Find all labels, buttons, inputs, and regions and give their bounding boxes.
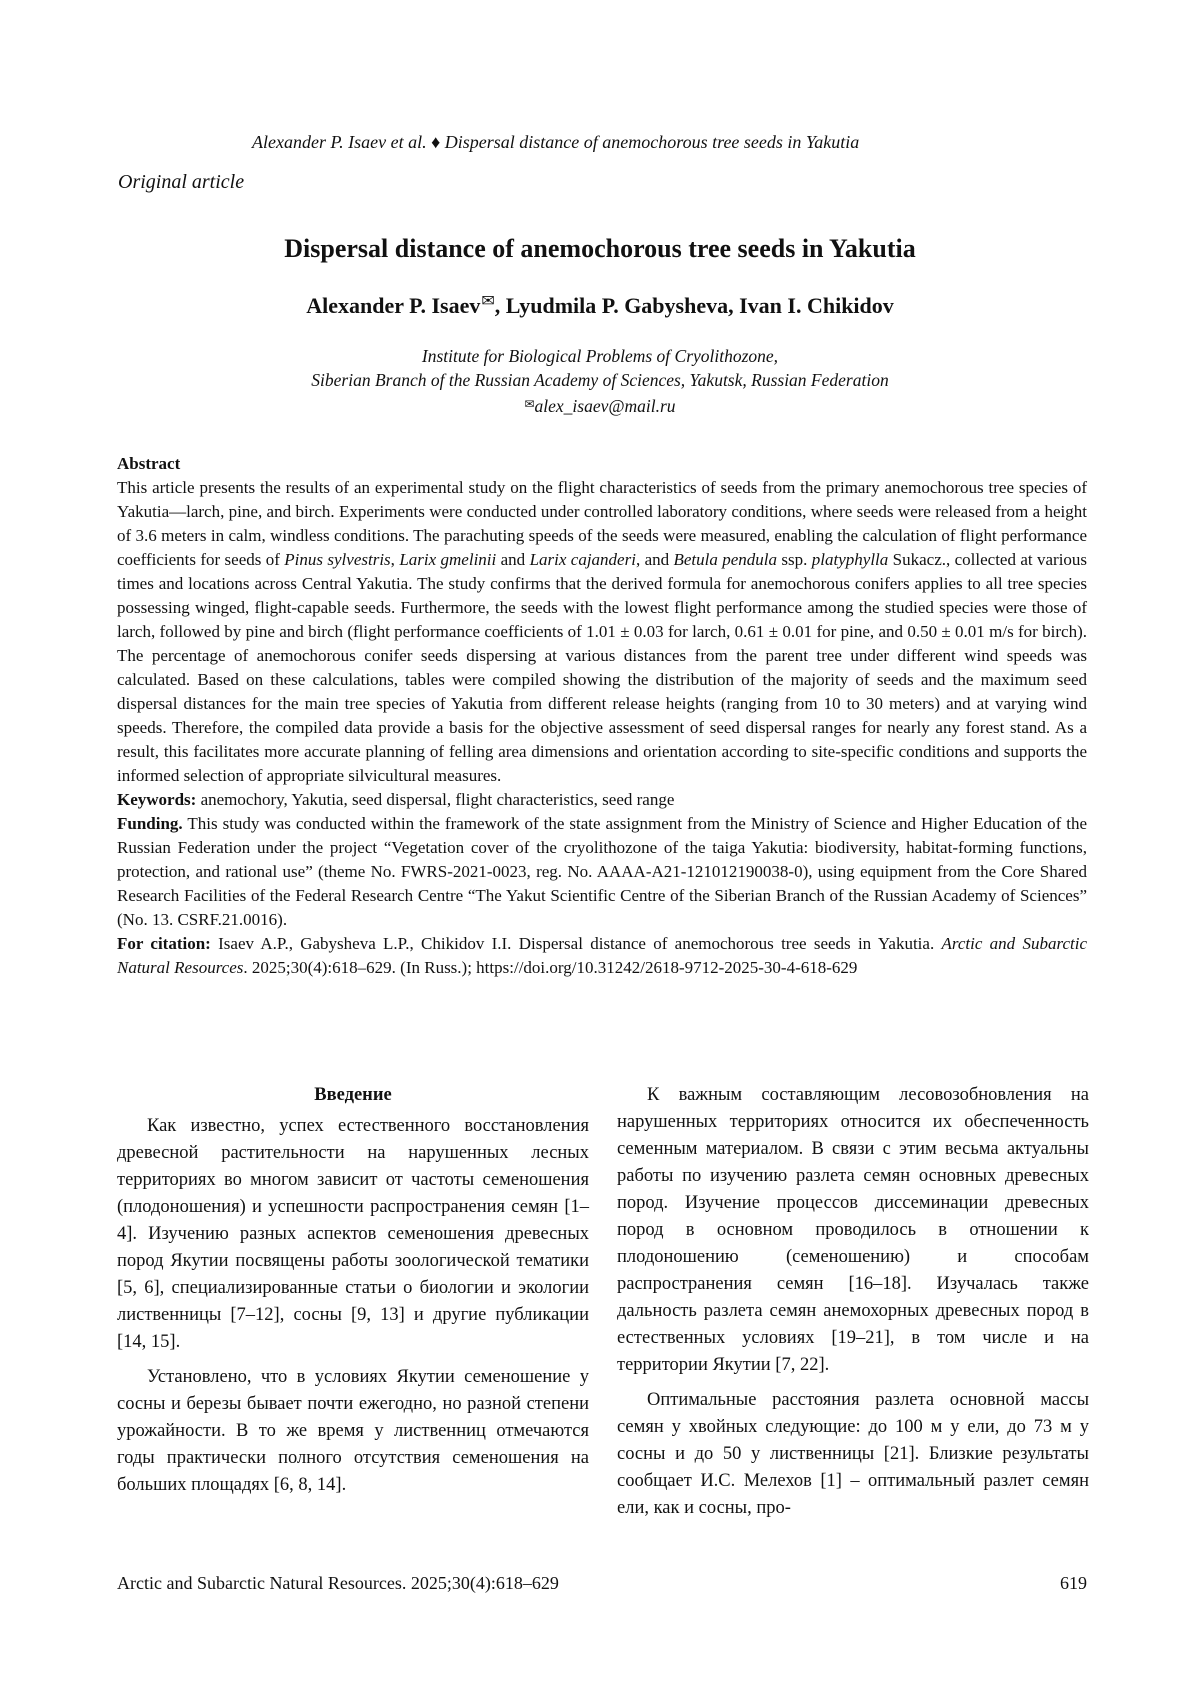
envelope-icon: ✉ xyxy=(524,397,535,411)
section-heading: Введение xyxy=(314,1085,392,1105)
footer-journal: Arctic and Subarctic Natural Resources. 2025;30(4):618–629 xyxy=(117,1573,559,1593)
envelope-icon: ✉ xyxy=(481,293,495,310)
doi-link[interactable]: . 2025;30(4):618–629. (In Russ.); https://doi.org/10.31242/2618-9712-2025-30-4-618-629 xyxy=(243,958,858,977)
abstract-block xyxy=(117,452,1087,980)
body-paragraph: К важным составляющим лесовозобновления на нарушенных территориях относится их обеспеченность семенным материалом. В связи с этим весьма актуальны работы по изучению разлета семян основных древесных пород. Изучение процессов диссеминации древесных пород в основном проводилось в отношении к плодоношению (семеношению) и способам распространения семян [16–18]. Изучалась также дальность разлета семян анемохорных древесных пород в естественных условиях [19–21], в том числе и на территории Якутии [7, 22]. xyxy=(617,1085,1089,1375)
article-title: Dispersal distance of anemochorous tree seeds in Yakutia xyxy=(284,234,916,263)
body-paragraph: Установлено, что в условиях Якутии семеношение у сосны и березы бывает почти ежегодно, но разной степени урожайности. В то же время у лиственниц отмечаются годы практически полного отсутствия семеношения на больших площадях [6, 8, 14]. xyxy=(117,1367,589,1495)
corresponding-email xyxy=(0,392,1200,418)
affiliation-line: Siberian Branch of the Russian Academy of Sciences, Yakutsk, Russian Federation xyxy=(311,370,889,390)
body-column-right xyxy=(617,1082,1089,1530)
coauthor-names: , Lyudmila P. Gabysheva, Ivan I. Chikidov xyxy=(494,293,894,318)
keywords-label: Keywords: xyxy=(117,790,197,809)
page-number: 619 xyxy=(1060,1573,1087,1593)
keywords: Keywords: anemochory, Yakutia, seed dispersal, flight characteristics, seed range xyxy=(117,790,675,809)
author-name[interactable]: Alexander P. Isaev xyxy=(306,293,481,318)
funding: Funding. This study was conducted within the framework of the state assignment from the Ministry of Science and Higher Education of the Russian Federation under the project “Vegetation cover of the cryolithozone of the taiga Yakutia: biodiversity, habitat-forming functions, protection, and rational use” (theme No. FWRS-2021-0023, reg. No. AAAA-A21-121012190038-0), using equipment from the Core Shared Research Facilities of the Federal Research Centre “The Yakut Scientific Centre of the Siberian Branch of the Russian Academy of Sciences” (No. 13. CSRF.21.0016). xyxy=(117,814,1087,929)
email-link[interactable]: alex_isaev@mail.ru xyxy=(534,396,676,416)
affiliation xyxy=(0,344,1200,418)
author-list xyxy=(0,291,1200,319)
funding-label: Funding. xyxy=(117,814,183,833)
journal-name: Arctic and Subarctic Natural Resources xyxy=(117,934,1087,977)
body-column-left xyxy=(117,1082,589,1507)
article-type: Original article xyxy=(118,171,245,193)
body-paragraph: Оптимальные расстояния разлета основной массы семян у хвойных следующие: до 100 м у ели, до 73 м у сосны и до 50 у лиственницы [21]. Близкие результаты сообщает И.С. Мелехов [1] – оптимальный разлет семян ели, как и сосны, про- xyxy=(617,1390,1089,1518)
citation-label: For citation: xyxy=(117,934,211,953)
abstract-text: This article presents the results of an experimental study on the flight characteristics of seeds from the primary anemochorous tree species of Yakutia—larch, pine, and birch. Experiments were conducted under controlled laboratory conditions, where seeds were released from a height of 3.6 meters in calm, windless conditions. The parachuting speeds of the seeds were measured, enabling the calculation of flight performance coefficients for seeds of Pinus sylvestris, Larix gmelinii and Larix cajanderi, and Betula pendula ssp. platyphylla Sukacz., collected at various times and locations across Central Yakutia. The study confirms that the derived formula for anemochorous conifers applies to all tree species possessing winged, flight-capable seeds. Furthermore, the seeds with the lowest flight performance among the studied species were those of larch, followed by pine and birch (flight performance coefficients of 1.01 ± 0.03 for larch, 0.61 ± 0.01 for pine, and 0.50 ± 0.01 m/s for birch). The percentage of anemochorous conifer seeds dispersing at various distances from the parent tree under different wind speeds was calculated. Based on these calculations, tables were compiled showing the distribution of the majority of seeds and the maximum seed dispersal distances for the main tree species of Yakutia from different release heights (ranging from 10 to 30 meters) and at varying wind speeds. Therefore, the compiled data provide a basis for the objective assessment of seed dispersal ranges for nearly any forest stand. As a result, this facilitates more accurate planning of felling area dimensions and orientation according to site-specific conditions and supports the informed selection of appropriate silvicultural measures. xyxy=(117,478,1088,785)
affiliation-line: Institute for Biological Problems of Cryolithozone, xyxy=(421,346,779,366)
abstract-heading: Abstract xyxy=(117,454,181,473)
body-paragraph: Как известно, успех естественного восстановления древесной растительности на нарушенных лесных территориях во многом зависит от частоты семеношения (плодоношения) и успешности распространения семян [1–4]. Изучению разных аспектов семеношения древесных пород Якутии посвящены работы зоологической тематики [5, 6], специализированные статьи о биологии и экологии лиственницы [7–12], сосны [9, 13] и другие публикации [14, 15]. xyxy=(117,1116,589,1352)
citation: For citation: Isaev A.P., Gabysheva L.P., Chikidov I.I. Dispersal distance of anemochorous tree seeds in Yakutia. Arctic and Subarctic Natural Resources. 2025;30(4):618–629. (In Russ.); https://doi.org/10.31242/2618-9712-2025-30-4-618-629 xyxy=(117,934,1087,977)
running-head: Alexander P. Isaev et al. ♦ Dispersal distance of anemochorous tree seeds in Yakutia xyxy=(252,132,860,152)
